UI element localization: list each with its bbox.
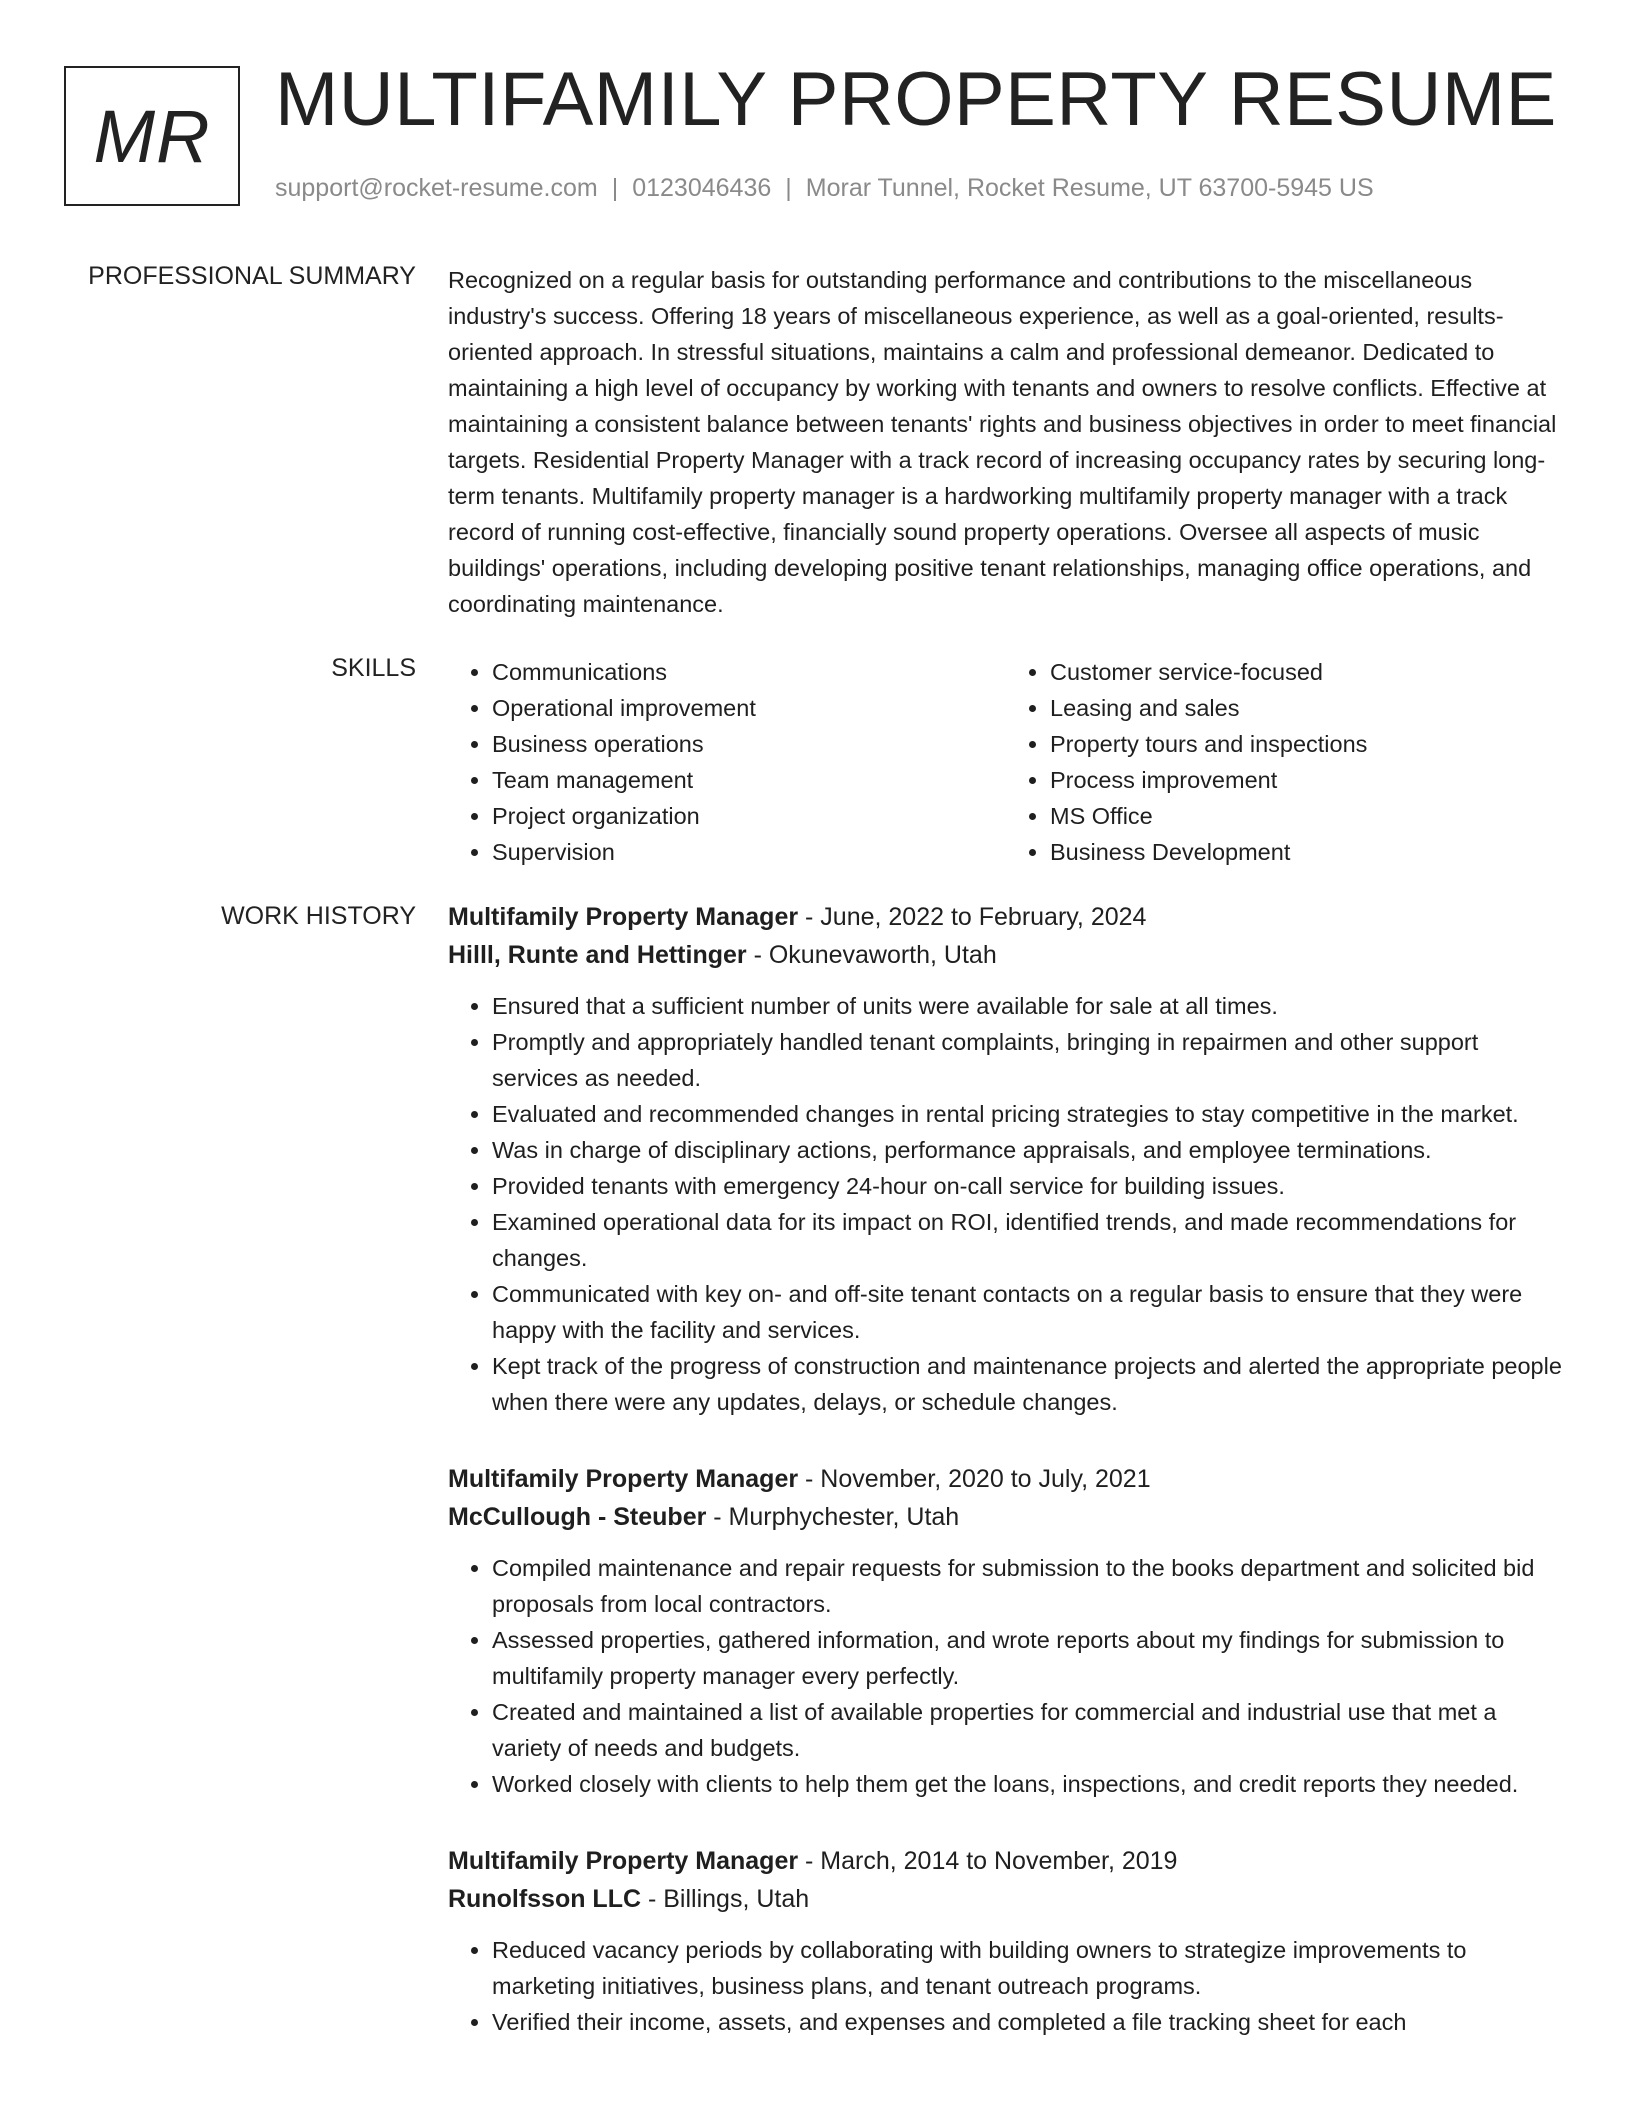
contact-phone: 0123046436 (632, 174, 772, 202)
skill-item: • Communications (492, 654, 1006, 690)
skill-item: • Business Development (1050, 834, 1564, 870)
job-title: Multifamily Property Manager (448, 1847, 799, 1875)
job-company-line (448, 936, 1564, 974)
contact-address: Morar Tunnel, Rocket Resume, UT 63700-5945 US (805, 174, 1374, 202)
job-company: Hilll, Runte and Hettinger (448, 941, 747, 969)
job-bullet: • Promptly and appropriately handled tenant complaints, bringing in repairmen and other support services as needed. (492, 1024, 1564, 1096)
job-company-line (448, 1498, 1564, 1536)
job-bullet: • Reduced vacancy periods by collaborating with building owners to strategize improvements to marketing initiatives, business plans, and tenant outreach programs. (492, 1932, 1564, 2004)
monogram-logo: MR (64, 66, 240, 206)
job-location: - Billings, Utah (641, 1885, 810, 1913)
job-bullet: • Ensured that a sufficient number of units were available for sale at all times. (492, 988, 1564, 1024)
job-company: McCullough - Steuber (448, 1503, 707, 1531)
job-title-line (448, 1460, 1564, 1498)
job-bullet: • Communicated with key on- and off-site tenant contacts on a regular basis to ensure that they were happy with the facility and services. (492, 1276, 1564, 1348)
job-bullet: • Evaluated and recommended changes in rental pricing strategies to stay competitive in the market. (492, 1096, 1564, 1132)
skill-item: • Team management (492, 762, 1006, 798)
summary-body (448, 262, 1564, 622)
job-entry (448, 1460, 1564, 1802)
job-title: Multifamily Property Manager (448, 1465, 799, 1493)
job-bullets (448, 1550, 1564, 1802)
job-title: Multifamily Property Manager (448, 903, 799, 931)
job-bullets (448, 988, 1564, 1420)
job-bullet: • Assessed properties, gathered information, and wrote reports about my findings for submission to multifamily property manager every perfectly. (492, 1622, 1564, 1694)
job-bullets (448, 1932, 1564, 2040)
job-location: - Murphychester, Utah (706, 1503, 960, 1531)
skill-item: • Operational improvement (492, 690, 1006, 726)
job-dates: - June, 2022 to February, 2024 (798, 903, 1147, 931)
skill-item: • Supervision (492, 834, 1006, 870)
job-title-line (448, 898, 1564, 936)
job-entry (448, 898, 1564, 1420)
skill-item: • Leasing and sales (1050, 690, 1564, 726)
summary-text: Recognized on a regular basis for outstanding performance and contributions to the miscellaneous industry's success. Offering 18 years of miscellaneous experience, as well as a goal-oriented, results-oriented approach. In stressful situations, maintains a calm and professional demeanor. Dedicated to maintaining a high level of occupancy by working with tenants and owners to resolve conflicts. Effective at maintaining a consistent balance between tenants' rights and business objectives in order to meet financial targets. Residential Property Manager with a track record of increasing occupancy rates by securing long-term tenants. Multifamily property manager is a hardworking multifamily property manager with a track record of running cost-effective, financially sound property operations. Oversee all aspects of music buildings' operations, including developing positive tenant relationships, managing office operations, and coordinating maintenance. (448, 267, 1557, 617)
skills-columns (448, 654, 1564, 870)
contact-separator: | (611, 174, 619, 202)
work-heading: WORK HISTORY (221, 902, 416, 930)
job-dates: - March, 2014 to November, 2019 (798, 1847, 1178, 1875)
job-bullet: • Provided tenants with emergency 24-hour on-call service for building issues. (492, 1168, 1564, 1204)
contact-line (275, 174, 1374, 203)
job-bullet: • Verified their income, assets, and expenses and completed a file tracking sheet for each (492, 2004, 1564, 2040)
skills-list-right (1006, 654, 1564, 870)
job-bullet: • Kept track of the progress of construction and maintenance projects and alerted the appropriate people when there were any updates, delays, or schedule changes. (492, 1348, 1564, 1420)
job-company: Runolfsson LLC (448, 1885, 642, 1913)
skill-item: • Business operations (492, 726, 1006, 762)
job-bullet: • Was in charge of disciplinary actions, performance appraisals, and employee terminations. (492, 1132, 1564, 1168)
skill-item: • Property tours and inspections (1050, 726, 1564, 762)
job-dates: - November, 2020 to July, 2021 (798, 1465, 1151, 1493)
skills-body (448, 654, 1564, 870)
contact-separator: | (785, 174, 792, 202)
work-body (448, 898, 1564, 2080)
skills-list-left (448, 654, 1006, 870)
job-bullet: • Examined operational data for its impact on ROI, identified trends, and made recommendations for changes. (492, 1204, 1564, 1276)
job-title-line (448, 1842, 1564, 1880)
job-bullet: • Worked closely with clients to help them get the loans, inspections, and credit reports they needed. (492, 1766, 1564, 1802)
contact-email: support@rocket-resume.com (275, 174, 598, 202)
skills-heading: SKILLS (331, 654, 416, 682)
skill-item: • Customer service-focused (1050, 654, 1564, 690)
skill-item: • Process improvement (1050, 762, 1564, 798)
job-bullet: • Compiled maintenance and repair requests for submission to the books department and solicited bid proposals from local contractors. (492, 1550, 1564, 1622)
skill-item: • Project organization (492, 798, 1006, 834)
job-company-line (448, 1880, 1564, 1918)
summary-heading: PROFESSIONAL SUMMARY (88, 262, 416, 290)
job-location: - Okunevaworth, Utah (746, 941, 997, 969)
job-entry (448, 1842, 1564, 2040)
resume-title: MULTIFAMILY PROPERTY RESUME (275, 57, 1557, 142)
skill-item: • MS Office (1050, 798, 1564, 834)
job-bullet: • Created and maintained a list of available properties for commercial and industrial use that met a variety of needs and budgets. (492, 1694, 1564, 1766)
